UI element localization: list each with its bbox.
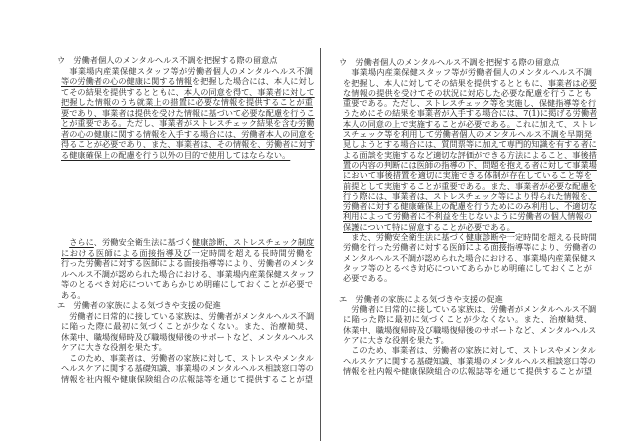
underlined-text: 本人の同意を得て、事業者に対して	[183, 86, 315, 97]
text-line	[343, 252, 597, 263]
text-segment: 重要である。ただし、	[343, 98, 425, 109]
text-segment: これに加えて、ストレ	[514, 118, 597, 129]
text-line	[343, 273, 592, 283]
text-line	[61, 87, 313, 98]
text-segment: 一定時間を超える長時間労働を	[191, 247, 313, 258]
text-segment: ケアに大きな役割を果たす。	[343, 335, 449, 346]
underlined-text: 労働者に対する健康確保上の配慮を行うためにのみ利用し、不適切な	[343, 201, 597, 212]
text-segment: タッフ等のとるべき対応についてあらかじめ明確にしておくことが	[343, 262, 592, 273]
column-divider	[320, 48, 321, 441]
text-line	[61, 332, 313, 343]
text-segment: ルヘルス不調が認められた場合における、事業場内産業保健スタッフ	[61, 268, 315, 279]
underlined-text: 本人の同意の上で実施することが必要である。	[343, 118, 515, 129]
text-segment: 必要な配慮を行うことも	[500, 87, 592, 98]
text-line	[61, 342, 313, 353]
text-segment: を把握した場合には、本人に対し	[192, 76, 315, 86]
underlined-text: 等の労働者の心の健康に関する情報	[61, 76, 193, 86]
text-segment: ケアに大きな役割を果たす。	[61, 342, 167, 352]
section-heading	[57, 55, 313, 66]
text-segment: このため、事業者は、労働者の家族に対して、ストレスやメンタル	[343, 345, 596, 356]
text-line	[343, 232, 597, 243]
underlined-text: 前提として実施することが重要である。また、事業者が必要な配慮を	[343, 180, 597, 191]
text-segment: エ 労働者の家族による気づきや支援の促進	[57, 300, 221, 310]
right-column-revised-text	[339, 57, 598, 376]
text-line	[61, 321, 313, 332]
text-segment: メンタルヘルス不調が認められた場合における、事業場内産業保健ス	[343, 252, 597, 263]
underlined-text: 健康診断、ストレスチェック制度	[192, 237, 315, 247]
text-line	[343, 118, 597, 129]
text-segment: 事業場内産業保健スタッフ等が労働者個人のメンタルヘルス不調	[343, 67, 592, 78]
underlined-text: 把握した情報のうち就業上の措置に必要な情報を提供することが重	[61, 97, 313, 107]
underlined-text: スチェック等を利用して労働者個人のメンタルヘルス不調を早期発	[343, 129, 592, 140]
text-line	[61, 76, 313, 87]
underlined-text: 事業者がストレスチェック結果を含む労働	[159, 118, 315, 128]
text-segment: ある。	[61, 289, 86, 300]
text-segment: 行った労働者に対する医師による面接指導等により、労働者のメンタ	[61, 258, 315, 268]
text-line	[61, 374, 313, 385]
text-segment: を把握し、本人に対してその結果を提供するとともに、	[343, 77, 548, 88]
left-column-section-u	[57, 55, 315, 160]
text-line	[343, 180, 597, 191]
text-line	[343, 345, 596, 356]
text-segment: ウ 労働者個人のメンタルヘルス不調を把握する際の留意点	[57, 55, 278, 65]
underlined-text: さらに	[69, 237, 94, 247]
text-line	[61, 353, 313, 364]
text-line	[343, 190, 597, 201]
text-segment: 労働者に日常的に接している家族は、労働者がメンタルヘルス不調	[343, 304, 597, 315]
text-line	[343, 98, 597, 109]
text-line	[61, 97, 313, 108]
section-heading	[339, 57, 592, 67]
underlined-text: よる面談を実施するなど適切な評価ができる方法によること、事後措	[343, 149, 597, 160]
text-line	[61, 139, 313, 150]
text-segment: ヘルスケアに関する基礎知識、事業場のメンタルヘルス相談窓口等の	[61, 363, 314, 373]
text-segment: 労働者に日常的に接している家族は、労働者がメンタルヘルス不調	[61, 310, 315, 321]
text-line	[343, 77, 597, 88]
text-line	[343, 242, 597, 253]
underlined-text: ストレスチェック等を実施し、保健指導等を行	[424, 98, 597, 109]
underlined-text: において事後措置を適切に実施できる体制が存在していること等を	[343, 170, 592, 181]
underlined-text: 健康診断や	[465, 232, 507, 243]
text-line	[343, 88, 592, 98]
blank-line	[343, 284, 592, 294]
text-segment: 労働を行った労働者に対する医師による面接指導等により、労働者の	[343, 242, 597, 253]
text-line	[343, 201, 597, 212]
underlined-text: とが重要である。	[61, 118, 127, 128]
text-segment: に陥った際に最初に気づくことが少なくない。また、治療勧奨、	[343, 314, 592, 325]
underlined-text: 事業者は必要	[547, 77, 597, 88]
text-segment: 、労働安全衛生法に基づく	[93, 237, 193, 247]
text-segment: に陥った際に最初に気づくことが少なくない。また、治療勧奨、	[61, 321, 313, 331]
text-line	[343, 324, 597, 335]
text-segment	[61, 237, 69, 247]
text-line	[343, 335, 592, 345]
section-heading	[339, 294, 592, 304]
text-line	[343, 108, 598, 119]
text-segment: 情報を社内報や健康保険組合の広報誌等を通じて提供することが望	[61, 373, 313, 384]
text-segment: 等のとるべき対応についてあらかじめ明確にしておくことが必要で	[61, 279, 313, 289]
underlined-text: 得ることが必要であり、また、事業者は、その情報を、労働者に対す	[61, 139, 315, 149]
text-line	[343, 159, 597, 170]
underlined-text: における医師による面接指導及び	[61, 247, 192, 258]
text-line	[61, 150, 313, 161]
text-line	[343, 129, 592, 139]
text-line	[61, 279, 313, 290]
text-line	[343, 304, 597, 315]
section-heading	[57, 300, 313, 311]
text-segment: 事業場内産業保健スタッフ等が労働者個人のメンタルヘルス不調	[61, 65, 313, 76]
underlined-text: 者の心の健康に関する情報を入手する場合には、労働者本人の同意を	[61, 128, 315, 139]
text-line	[343, 149, 597, 160]
text-line	[61, 66, 313, 77]
text-line	[61, 118, 313, 129]
text-line	[343, 222, 592, 232]
text-segment: ウ 労働者個人のメンタルヘルス不調を把握する際の留意点	[339, 57, 560, 67]
underlined-text: 利用によって労働者に不利益を生じないように労働者の個人情報の	[343, 211, 592, 222]
text-line	[61, 237, 313, 248]
text-line	[61, 269, 313, 280]
underlined-text: 行う際には、事業者は、ストレスチェック等により得られた情報を、	[343, 190, 597, 201]
text-segment: てその結果を提供するとともに、	[61, 86, 184, 97]
text-segment: 休業中、職場復帰時及び職場復帰後のサポートなど、メンタルヘルス	[61, 331, 315, 342]
underlined-text: 置の内容の判断には医師の指導の下、問題を抱える者に対して事業場	[343, 159, 597, 170]
text-segment: ただし、	[126, 118, 160, 128]
text-segment: 必要である。	[343, 273, 393, 284]
text-segment: このため、事業者は、労働者の家族に対して、ストレスやメンタル	[61, 352, 314, 363]
text-line	[343, 314, 592, 324]
text-line	[61, 363, 313, 374]
text-segment: また、労働安全衛生法に基づく	[343, 232, 466, 243]
text-line	[61, 129, 313, 140]
underlined-text: 要であり、事業者は提供を受けた情報に基づいて必要な配慮を行うこ	[61, 107, 315, 118]
text-line	[61, 248, 313, 259]
underlined-text: うためにその結果を事業者が入手する場合には、7(1)に掲げる労働者	[343, 108, 598, 119]
text-line	[343, 67, 592, 77]
text-line	[343, 355, 596, 366]
text-segment: 一定時間を超える長時間	[506, 232, 597, 243]
underlined-text: る健康確保上の配慮を行う以外の目的で使用してはならない。	[61, 149, 291, 160]
text-line	[61, 108, 313, 119]
text-segment: ヘルスケアに関する基礎知識、事業場のメンタルヘルス相談窓口等の	[343, 355, 596, 366]
text-segment: エ 労働者の家族による気づきや支援の促進	[339, 293, 503, 304]
text-line	[343, 139, 597, 150]
text-segment: 情報を社内報や健康保険組合の広報誌等を通じて提供することが望	[343, 365, 592, 376]
text-line	[343, 211, 592, 221]
text-line	[343, 263, 592, 273]
underlined-text: な情報の提供を受けてその状況に対応した	[343, 87, 501, 98]
text-line	[343, 366, 592, 376]
left-column-section-continued	[57, 237, 315, 384]
underlined-text: 見しようとする場合には、質問票等に加えて専門的知識を有する者に	[343, 139, 597, 150]
text-line	[61, 311, 313, 322]
underlined-text: 保護について特に留意することが必要である。	[343, 221, 515, 232]
text-segment: 休業中、職場復帰時及び職場復帰後のサポートなど、メンタルヘルス	[343, 324, 597, 335]
text-line	[61, 290, 313, 301]
text-line	[61, 258, 313, 269]
text-line	[343, 170, 592, 180]
